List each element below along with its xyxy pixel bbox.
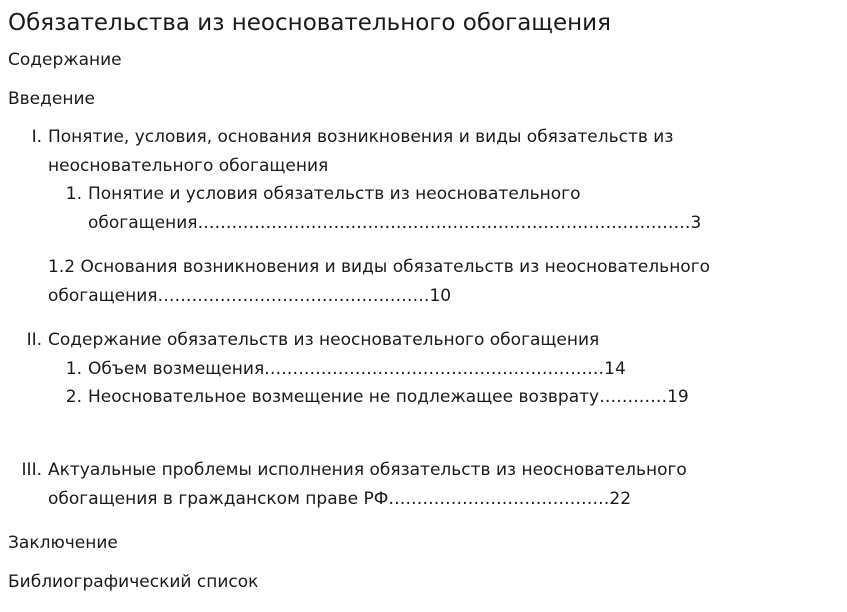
toc-section-2-line-1: Содержание обязательств из неосновательного обогащения — [48, 330, 600, 350]
contents-heading: Содержание — [8, 50, 122, 70]
toc-section-1-line-2: неосновательного обогащения — [48, 156, 329, 176]
toc-item-2-2-marker: 2. — [65, 387, 82, 407]
page-title: Обязательства из неосновательного обогащения — [8, 10, 611, 36]
toc-entry-intro: Введение — [8, 89, 95, 109]
toc-section-1-marker: I. — [31, 127, 42, 147]
toc-section-3-line-1: Актуальные проблемы исполнения обязательств из неосновательного — [48, 460, 687, 480]
toc-item-1-2-line-1: 1.2 Основания возникновения и виды обязательств из неосновательного — [48, 257, 711, 277]
toc-item-1-1-marker: 1. — [65, 184, 82, 204]
toc-item-1-2-line-2: обогащения…………………………………………10 — [48, 286, 452, 306]
toc-item-2-2-line-1: Неосновательное возмещение не подлежащее возврату…………19 — [88, 387, 689, 407]
toc-section-1-line-1: Понятие, условия, основания возникновения и виды обязательств из — [48, 127, 674, 147]
toc-section-3-line-2: обогащения в гражданском праве РФ…………………………………22 — [48, 489, 632, 509]
toc-item-1-1-line-1: Понятие и условия обязательств из неосновательного — [88, 184, 581, 204]
toc-item-2-1-marker: 1. — [65, 359, 82, 379]
toc-item-2-1-line-1: Объем возмещения……………………………………………………14 — [88, 359, 626, 379]
toc-section-3-marker: III. — [21, 460, 42, 480]
toc-entry-bibliography: Библиографический список — [8, 572, 259, 592]
toc-item-1-1-line-2: обогащения……………………………………………………………………………3 — [88, 213, 702, 233]
toc-section-2-marker: II. — [26, 330, 42, 350]
toc-entry-conclusion: Заключение — [8, 533, 118, 553]
